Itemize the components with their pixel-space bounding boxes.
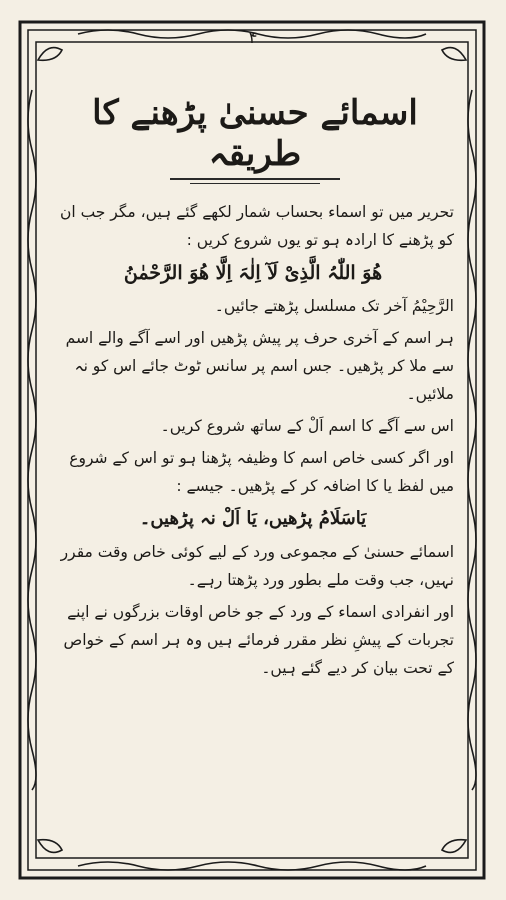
- paragraph-wazifa: اور اگر کسی خاص اسم کا وظیفہ پڑھنا ہو تو اس کے شروع میں لفظ یا کا اضافہ کر کے پڑھیں۔ جیسے :: [69, 449, 454, 495]
- page-number: ۴: [248, 28, 258, 47]
- page-title: اسمائے حسنیٰ پڑھنے کا طریقہ: [92, 93, 418, 174]
- title-underline: [170, 178, 340, 180]
- paragraph-collective-wird: اسمائے حسنیٰ کے مجموعی ورد کے لیے کوئی خاص وقت مقرر نہیں، جب وقت ملے بطور ورد پڑھتا رہے۔: [60, 543, 454, 589]
- body-text: [52, 198, 454, 686]
- paragraph-individual-wird: اور انفرادی اسماء کے ورد کے جو خاص اوقات بزرگوں نے اپنے تجربات کے پیشِ نظر مقرر فرمائے ہیں وہ ہر اسم کے خواص کے تحت بیان کر دیے گئے ہیں۔: [63, 603, 454, 677]
- example-line: یَاسَلَامُ پڑھیں، یَا اَلْ نہ پڑھیں۔: [139, 508, 367, 529]
- paragraph-intro: تحریر میں تو اسماء بحساب شمار لکھے گئے ہیں، مگر جب ان کو پڑھنے کا ارادہ ہو تو یوں شروع کریں :: [59, 203, 454, 249]
- paragraph-pronunciation: ہر اسم کے آخری حرف پر پیش پڑھیں اور اسے آگے والے اسم سے ملا کر پڑھیں۔ جس اسم پر سانس ٹوٹ جائے اس کو نہ ملائیں۔: [65, 329, 454, 403]
- title-underline-secondary: [190, 183, 320, 184]
- arabic-verse-line-2: الرَّحِیْمُ آخر تک مسلسل پڑھتے جائیں۔: [214, 297, 454, 315]
- arabic-verse-line-1: ھُوَ اللّٰہُ الَّذِیْ لَآ اِلٰہَ اِلَّا ھُوَ الرَّحْمٰنُ: [123, 262, 383, 284]
- paragraph-next-name: اس سے آگے کا اسم اَلْ کے ساتھ شروع کریں۔: [160, 417, 454, 435]
